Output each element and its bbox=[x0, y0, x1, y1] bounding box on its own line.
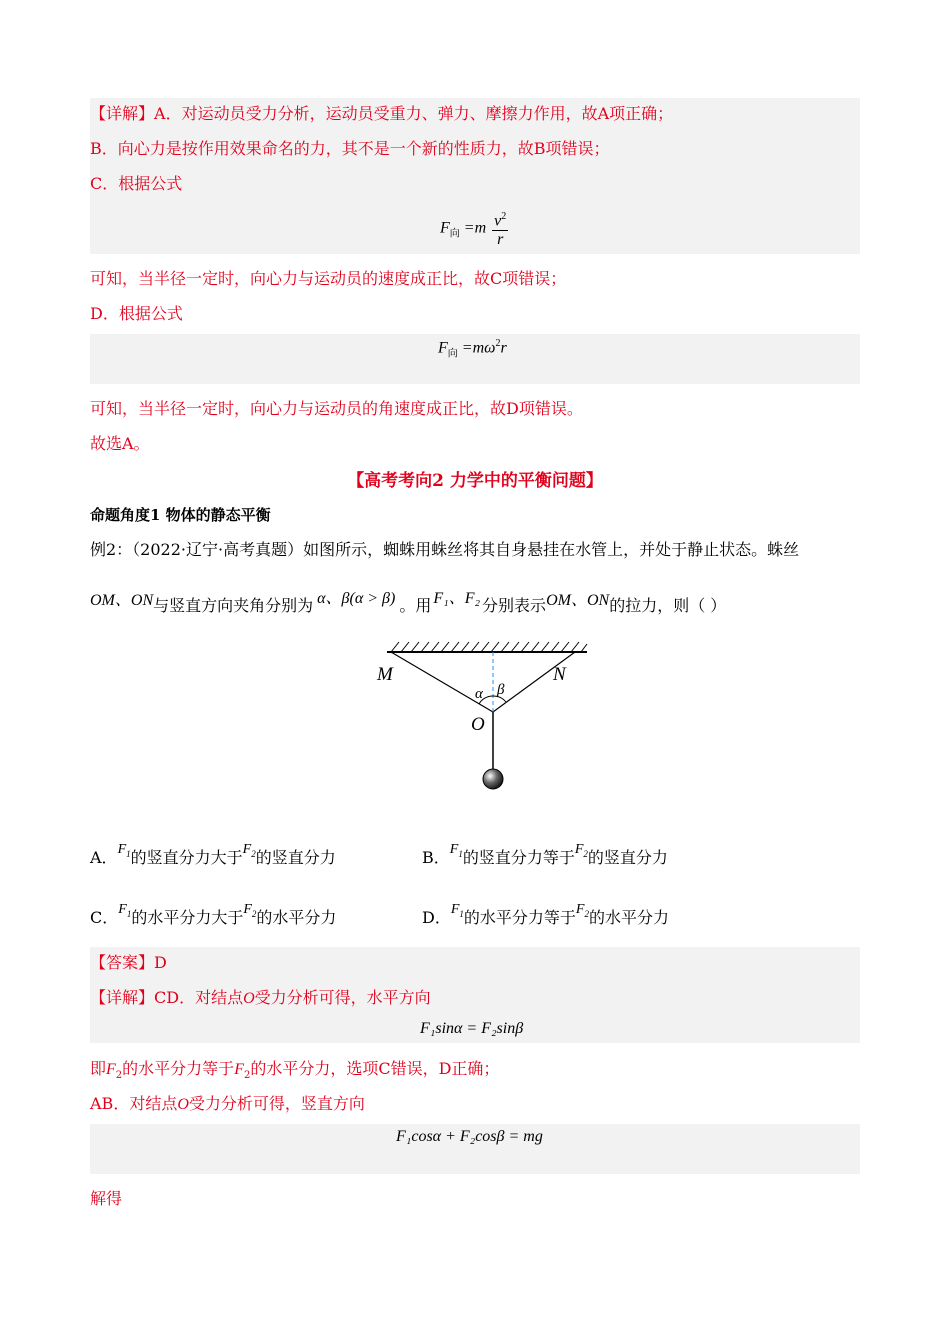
option-a-letter: A． bbox=[90, 848, 118, 867]
formula-centripetal-velocity bbox=[440, 208, 508, 249]
option-c-end: 的水平分力 bbox=[256, 908, 337, 927]
label-o: O bbox=[471, 714, 485, 735]
detail-line-c2: 可知，当半径一定时，向心力与运动员的速度成正比，故C项错误； bbox=[90, 269, 567, 288]
example-text-4: 分别表示 bbox=[482, 596, 547, 615]
formula2-tail: r bbox=[500, 339, 507, 357]
detail2-tag: 【详解】 bbox=[90, 988, 155, 1007]
formula-fraction bbox=[492, 208, 508, 249]
detail2-conclusion bbox=[90, 1058, 499, 1087]
option-d-f2: F bbox=[575, 902, 585, 917]
detail-tag: 【详解】 bbox=[90, 104, 155, 123]
formula-centripetal-omega bbox=[438, 338, 507, 360]
option-c-letter: C． bbox=[90, 908, 119, 927]
pipe-hatching bbox=[391, 642, 587, 652]
option-b-mid: 的竖直分力等于 bbox=[462, 848, 575, 867]
option-c[interactable] bbox=[90, 902, 337, 929]
formula-lhs-sub: 向 bbox=[449, 228, 460, 240]
option-a-f2-sub: 2 bbox=[251, 848, 256, 859]
answer-tag: 【答案】 bbox=[90, 953, 155, 972]
example-line-2 bbox=[90, 590, 727, 618]
option-c-mid: 的水平分力大于 bbox=[131, 908, 244, 927]
detail-text-a: A．对运动员受力分析，运动员受重力、弹力、摩擦力作用，故A项正确； bbox=[154, 104, 674, 123]
detail2-f2a: F bbox=[106, 1061, 116, 1078]
option-d-f2-sub: 2 bbox=[584, 908, 589, 919]
detail2-cd-line bbox=[90, 987, 431, 1010]
detail2-ab-intro-1: AB．对结点 bbox=[90, 1094, 178, 1113]
option-c-f2-sub: 2 bbox=[251, 908, 257, 919]
formula-denominator: r bbox=[497, 231, 504, 249]
detail2-ab-intro-2: 受力分析可得，竖直方向 bbox=[188, 1094, 365, 1113]
spider-figure bbox=[375, 638, 605, 798]
example-om-on-2: OM、ON bbox=[546, 592, 610, 609]
formula2-lhs-sub: 向 bbox=[447, 348, 458, 360]
detail2-f2a-sub: 2 bbox=[115, 1070, 123, 1082]
detail2-f2b: F bbox=[234, 1061, 244, 1078]
angle-heading: 命题角度1 物体的静态平衡 bbox=[90, 506, 271, 524]
example-om-on: OM、ON bbox=[90, 592, 154, 609]
option-a-f1-sub: 1 bbox=[126, 848, 131, 859]
detail-line-b: B．向心力是按作用效果命名的力，其不是一个新的性质力，故B项错误； bbox=[90, 139, 610, 158]
detail2-solve: 解得 bbox=[90, 1189, 123, 1208]
detail2-point: O bbox=[243, 990, 255, 1007]
detail2-conclusion-3: 的水平分力，选项C错误，D正确； bbox=[250, 1059, 500, 1078]
option-b-end: 的竖直分力 bbox=[587, 848, 668, 867]
option-b-f1: F bbox=[449, 842, 459, 857]
option-d-f1-sub: 1 bbox=[459, 908, 464, 919]
option-a-f2: F bbox=[242, 842, 252, 857]
option-d-f1: F bbox=[450, 902, 460, 917]
section-title: 【高考考向2 力学中的平衡问题】 bbox=[347, 471, 603, 491]
option-d[interactable] bbox=[422, 902, 669, 929]
example-f1f2: F₁、F₂ bbox=[433, 590, 481, 607]
detail2-f2b-sub: 2 bbox=[243, 1070, 251, 1082]
option-a-f1: F bbox=[117, 842, 127, 857]
label-m: M bbox=[377, 664, 393, 685]
detail2-cd-intro-2: 受力分析可得，水平方向 bbox=[254, 988, 431, 1007]
formula-numerator: v bbox=[494, 212, 502, 230]
detail2-conclusion-1: 即 bbox=[90, 1059, 107, 1078]
label-n: N bbox=[553, 664, 566, 685]
example-angles: α、β(α > β) bbox=[317, 590, 396, 607]
detail-line-d2: 可知，当半径一定时，向心力与运动员的角速度成正比，故D项错误。 bbox=[90, 399, 583, 418]
option-a-mid: 的竖直分力大于 bbox=[130, 848, 243, 867]
formula2-rhs: =mω bbox=[461, 339, 496, 357]
detail2-ab-line bbox=[90, 1093, 365, 1116]
detail2-ab-point: O bbox=[177, 1096, 189, 1113]
option-a[interactable] bbox=[90, 842, 336, 869]
answer-line bbox=[90, 952, 167, 974]
formula-lhs: F bbox=[440, 219, 450, 237]
formula-numerator-sup: 2 bbox=[501, 211, 507, 222]
option-c-f2: F bbox=[243, 902, 252, 917]
detail-choose: 故选A。 bbox=[90, 434, 150, 453]
formula-vertical: F₁cosα + F₂cosβ = mg bbox=[396, 1128, 543, 1145]
option-d-letter: D． bbox=[422, 908, 451, 927]
example-text-5: 的拉力，则（ ） bbox=[609, 596, 727, 615]
example-text-3: 。用 bbox=[399, 596, 432, 615]
option-a-end: 的竖直分力 bbox=[255, 848, 336, 867]
option-b-f2-sub: 2 bbox=[583, 848, 588, 859]
formula2-lhs: F bbox=[438, 339, 448, 357]
silk-om bbox=[391, 652, 493, 712]
option-d-end: 的水平分力 bbox=[588, 908, 669, 927]
label-beta: β bbox=[497, 682, 505, 698]
detail-line-d: D．根据公式 bbox=[90, 304, 183, 323]
formula2-sup: 2 bbox=[495, 338, 501, 349]
option-b-letter: B． bbox=[422, 848, 450, 867]
detail2-conclusion-2: 的水平分力等于 bbox=[122, 1059, 235, 1078]
option-b[interactable] bbox=[422, 842, 668, 869]
option-c-f1: F bbox=[118, 902, 127, 917]
label-alpha: α bbox=[475, 686, 483, 702]
option-b-f2: F bbox=[574, 842, 584, 857]
spider-ball bbox=[483, 769, 503, 789]
answer-value: D bbox=[154, 953, 167, 972]
formula-horizontal: F₁sinα = F₂sinβ bbox=[420, 1020, 524, 1037]
example-line-1: 例2：（2022·辽宁·高考真题）如图所示，蜘蛛用蛛丝将其自身悬挂在水管上，并处于静止状态。蛛丝 bbox=[90, 540, 800, 559]
option-d-mid: 的水平分力等于 bbox=[463, 908, 576, 927]
option-b-f1-sub: 1 bbox=[458, 848, 463, 859]
detail-line-a bbox=[90, 103, 673, 125]
example-text-2: 与竖直方向夹角分别为 bbox=[153, 596, 314, 615]
formula-eq: =m bbox=[463, 219, 487, 237]
option-c-f1-sub: 1 bbox=[126, 908, 132, 919]
detail2-cd-intro-1: CD．对结点 bbox=[154, 988, 244, 1007]
detail-line-c: C．根据公式 bbox=[90, 174, 183, 193]
